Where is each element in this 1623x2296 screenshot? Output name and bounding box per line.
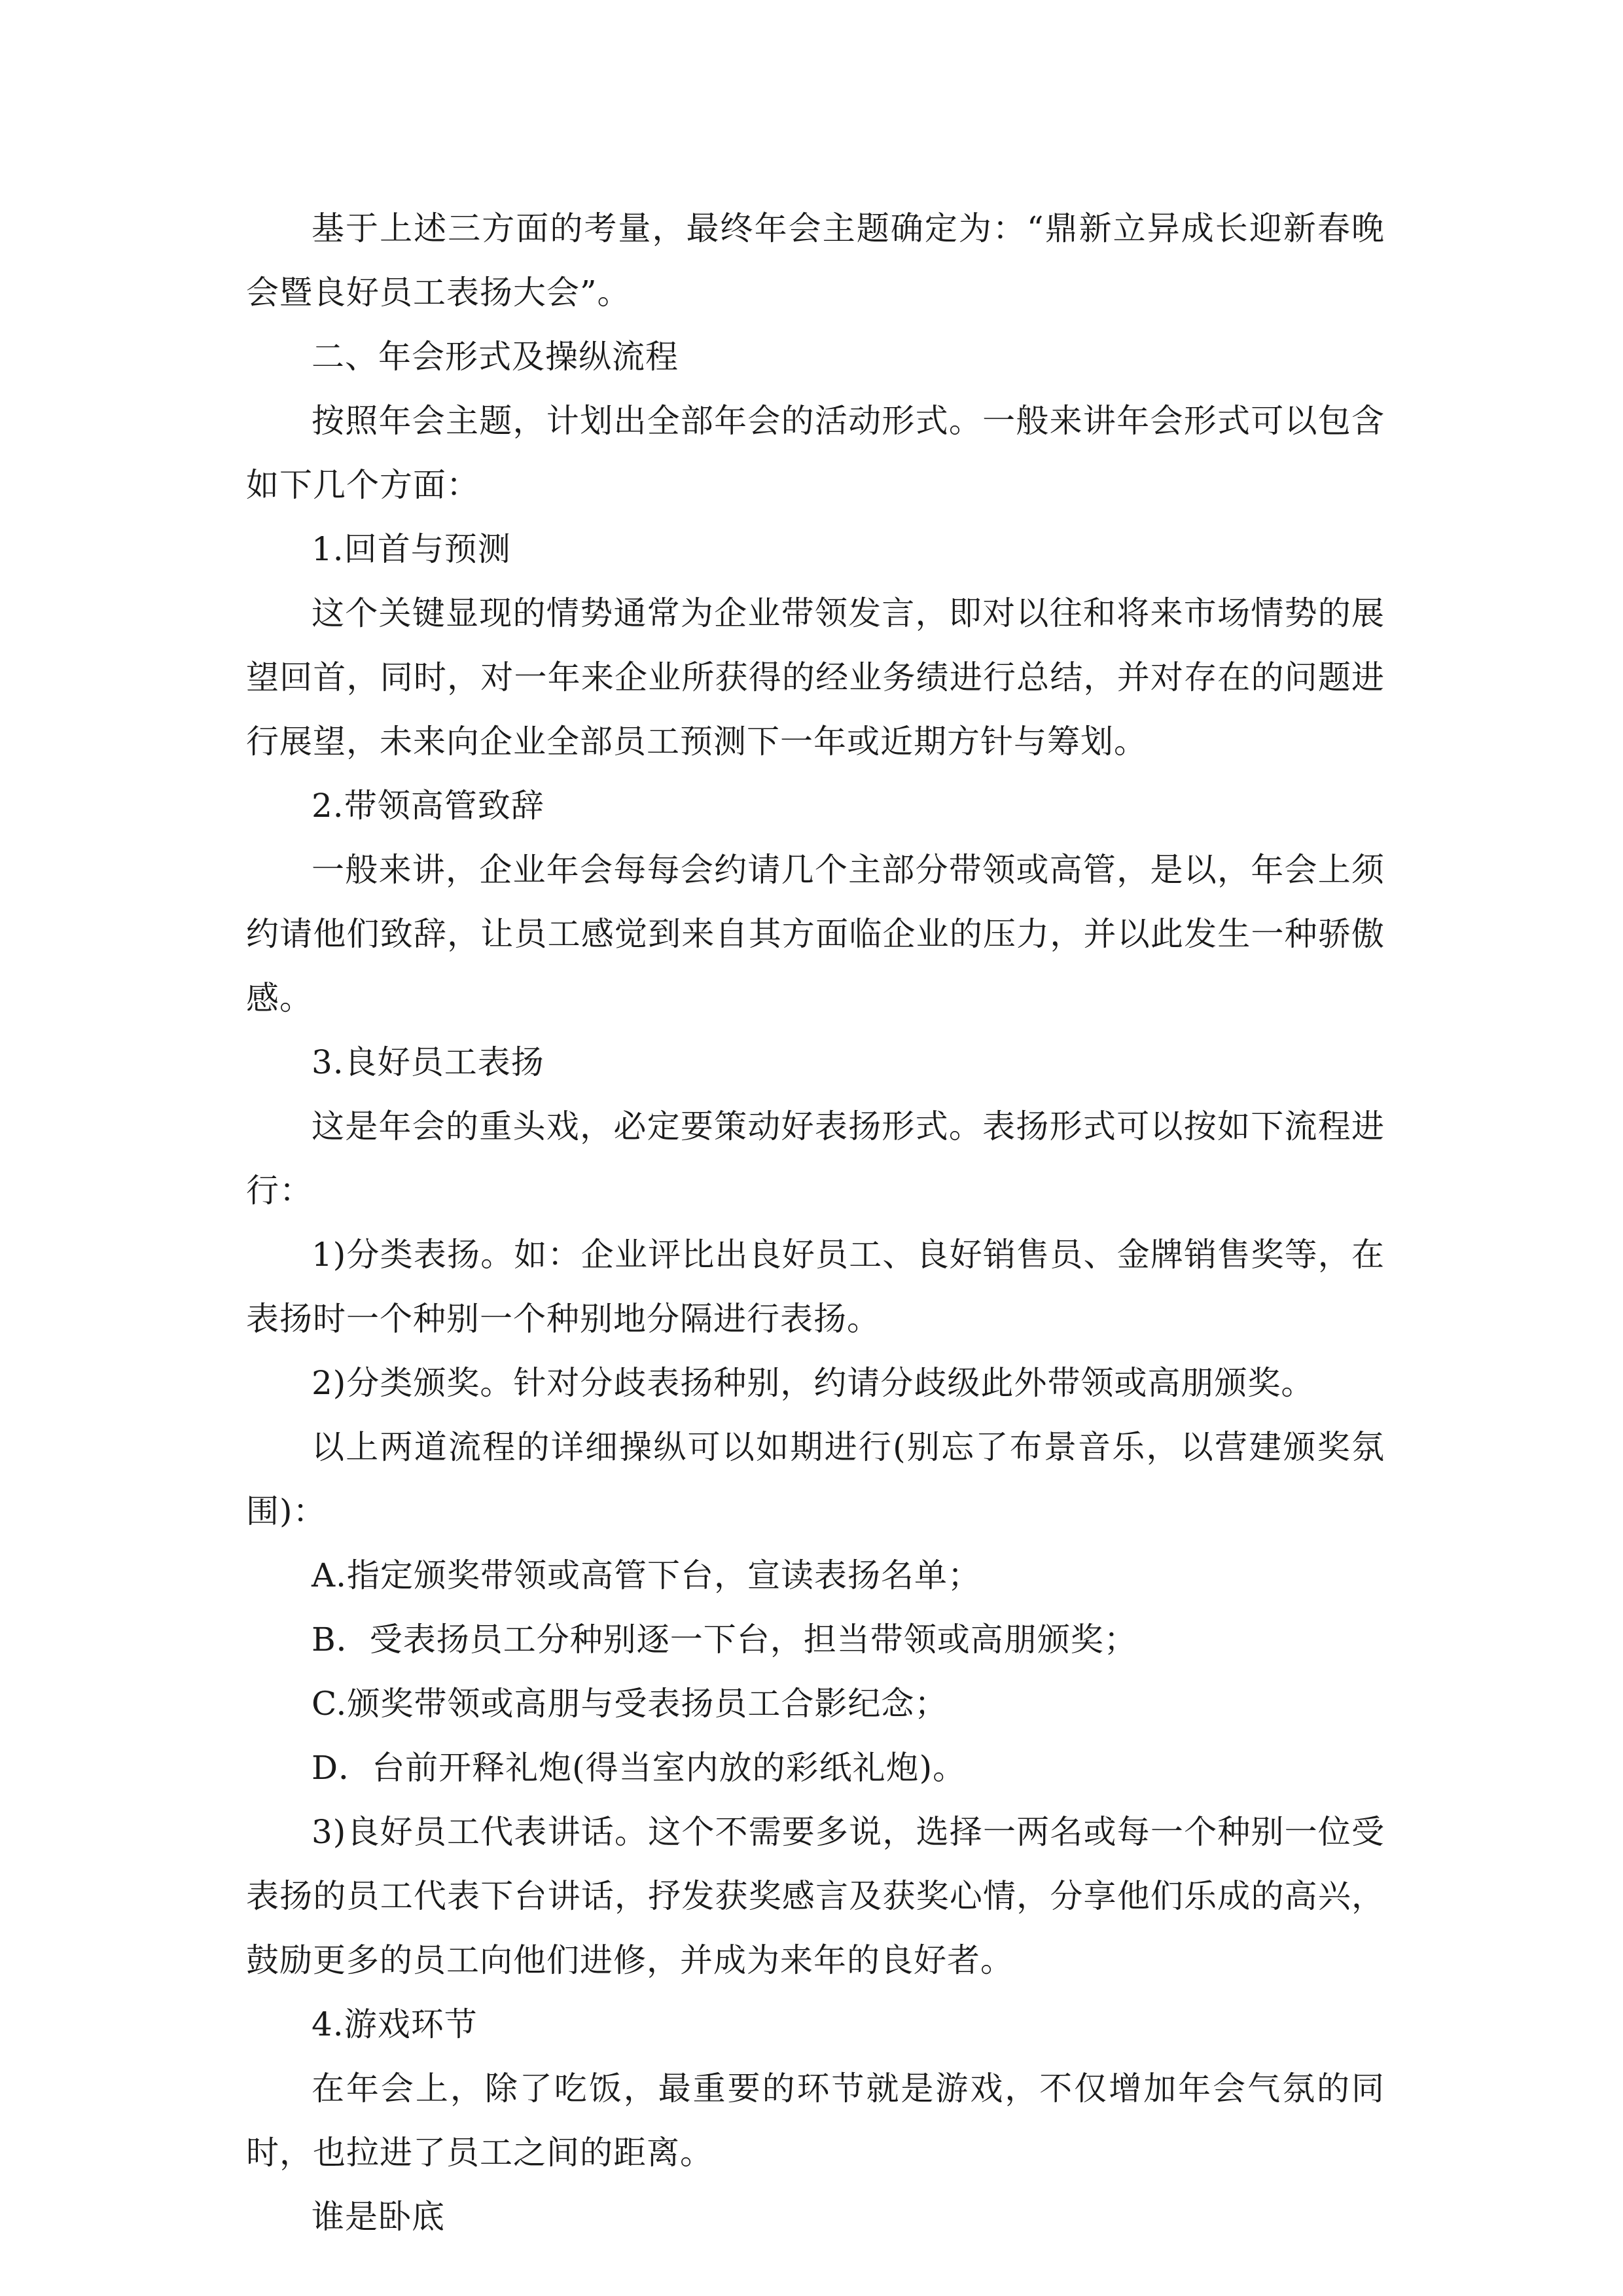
paragraph-process-details: 以上两道流程的详细操纵可以如期进行(别忘了布景音乐，以营建颁奖氛围)：	[246, 1428, 1385, 1530]
paragraph-undercover: 谁是卧底	[312, 2198, 445, 2236]
list-item-c: C.颁奖带领或高朋与受表扬员工合影纪念；	[312, 1685, 948, 1723]
subheading-leader-speech: 2.带领高管致辞	[312, 787, 544, 825]
subheading-review-forecast: 1.回首与预测	[312, 530, 511, 568]
paragraph-theme: 基于上述三方面的考量，最终年会主题确定为：“鼎新立异成长迎新春晚会暨良好员工表扬大会”。	[246, 209, 1385, 312]
section-heading-form-process: 二、年会形式及操纵流程	[312, 338, 679, 376]
paragraph-activity-form: 按照年会主题，计划出全部年会的活动形式。一般来讲年会形式可以包含如下几个方面：	[246, 402, 1385, 504]
document-body	[246, 196, 1385, 2249]
paragraph-games: 在年会上，除了吃饭，最重要的环节就是游戏，不仅增加年会气氛的同时，也拉进了员工之间的距离。	[246, 2070, 1385, 2172]
paragraph-praise-intro: 这是年会的重头戏，必定要策动好表扬形式。表扬形式可以按如下流程进行：	[246, 1107, 1385, 1210]
paragraph-review-forecast: 这个关键显现的情势通常为企业带领发言，即对以往和将来市场情势的展望回首，同时，对一年来企业所获得的经业务绩进行总结，并对存在的问题进行展望，未来向企业全部员工预测下一年或近期方针与筹划。	[246, 594, 1385, 761]
paragraph-category-award: 2)分类颁奖。针对分歧表扬种别，约请分歧级此外带领或高朋颁奖。	[312, 1364, 1315, 1402]
subheading-games: 4.游戏环节	[312, 2005, 478, 2043]
paragraph-leader-speech: 一般来讲，企业年会每每会约请几个主部分带领或高管，是以，年会上须约请他们致辞，让员工感觉到来自其方面临企业的压力，并以此发生一种骄傲感。	[246, 851, 1385, 1017]
list-item-d: D．台前开释礼炮(得当室内放的彩纸礼炮)。	[312, 1749, 967, 1787]
list-item-b: B．受表扬员工分种别逐一下台，担当带领或高朋颁奖；	[312, 1621, 1137, 1659]
paragraph-representative-speech: 3)良好员工代表讲话。这个不需要多说，选择一两名或每一个种别一位受表扬的员工代表下台讲话，抒发获奖感言及获奖心情，分享他们乐成的高兴，鼓励更多的员工向他们进修，并成为来年的良好者。	[246, 1813, 1385, 1979]
subheading-employee-praise: 3.良好员工表扬	[312, 1043, 544, 1081]
list-item-a: A.指定颁奖带领或高管下台，宣读表扬名单；	[312, 1556, 982, 1594]
paragraph-category-praise: 1)分类表扬。如：企业评比出良好员工、良好销售员、金牌销售奖等，在表扬时一个种别一个种别地分隔进行表扬。	[246, 1236, 1385, 1338]
